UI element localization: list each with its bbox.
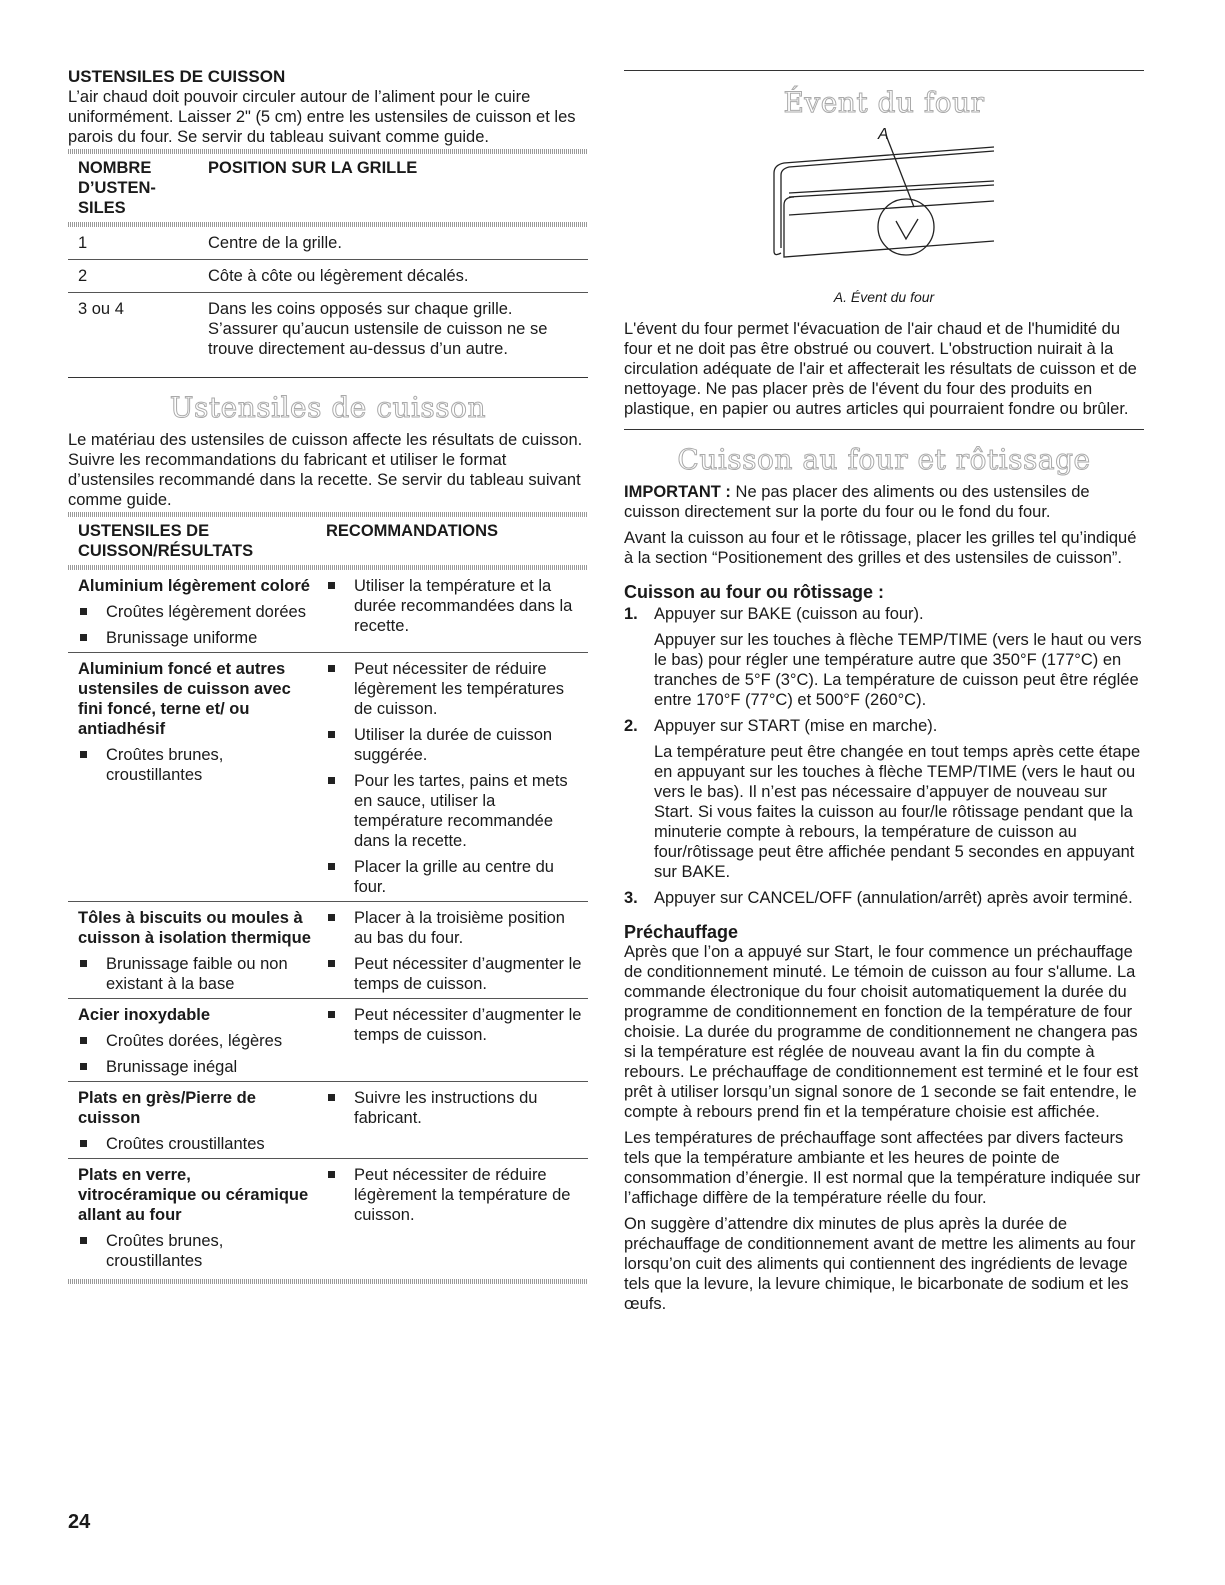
cell-position: Dans les coins opposés sur chaque grille. S’assurer qu’aucun ustensile de cuisson ne se trouve directement au-dessus d’un autre. <box>208 300 548 358</box>
bake-title: Cuisson au four et rôtissage <box>677 443 1091 476</box>
left-column <box>68 66 588 1284</box>
col-header-recommendations: RECOMMANDATIONS <box>326 522 499 540</box>
recommendation-item: Utiliser la température et la durée recommandées dans la recette. <box>326 576 584 636</box>
recommendation-item: Peut nécessiter de réduire légèrement les températures de cuisson. <box>326 659 584 719</box>
callout-label: A <box>878 126 889 143</box>
table-row <box>68 260 588 293</box>
recommendation-item: Suivre les instructions du fabricant. <box>326 1088 584 1128</box>
page-number: 24 <box>68 1511 91 1533</box>
step-number: 3. <box>624 889 638 907</box>
cell-position: Centre de la grille. <box>198 227 588 260</box>
cell-count: 1 <box>68 227 198 260</box>
bakeware-name: Plats en verre, vitrocéramique ou céramique allant au four <box>78 1166 309 1224</box>
oven-vent-diagram <box>624 125 1144 285</box>
col-header-bakeware: USTENSILES DE CUISSON/RÉSULTATS <box>78 522 254 560</box>
bakeware-name: Plats en grès/Pierre de cuisson <box>78 1089 256 1127</box>
result-item: Croûtes brunes, croustillantes <box>78 1231 312 1271</box>
table-row <box>68 570 588 653</box>
preheat-paragraph: Les températures de préchauffage sont affectées par divers facteurs tels que la température ambiante et les heures de pointe de consommation d’énergie. Il est normal que la température indiquée sur l’affichage diffère de la température réelle du four. <box>624 1129 1141 1207</box>
bakeware-name: Aluminium foncé et autres ustensiles de cuisson avec fini foncé, terne et/ ou antiadhésif <box>78 660 291 738</box>
cookware-heading: USTENSILES DE CUISSON <box>68 67 286 86</box>
recommendation-item: Placer la grille au centre du four. <box>326 857 584 897</box>
table-row <box>68 1159 588 1276</box>
result-item: Croûtes croustillantes <box>78 1134 312 1154</box>
col-header-count: NOMBRE D’USTEN-SILES <box>78 159 156 217</box>
bakeware-table <box>68 517 588 1284</box>
col-header-position: POSITION SUR LA GRILLE <box>208 159 418 177</box>
step-detail: Appuyer sur les touches à flèche TEMP/TIME (vers le haut ou vers le bas) pour régler une température autre que 350°F (177°C) en tranches de 5°F (3°C). La température de cuisson peut être réglée entre 170°F (77°C) et 500°F (260°C). <box>654 631 1142 709</box>
important-text: Ne pas placer des aliments ou des ustensiles de cuisson directement sur la porte du four ou le fond du four. <box>624 483 1090 521</box>
table-row <box>68 293 588 378</box>
step-number: 2. <box>624 717 638 735</box>
right-column <box>624 70 1144 1314</box>
recommendation-item: Placer à la troisième position au bas du four. <box>326 908 584 948</box>
preheat-paragraph: Après que l’on a appuyé sur Start, le four commence un préchauffage de conditionnement minuté. Le témoin de cuisson au four s'allume. La commande électronique du four choisit automatiquement la durée du programme de conditionnement en fonction de la température de four choisie. La durée du programme de conditionnement ne changera pas si la température est réglée de nouveau avant la fin du compte à rebours. Le préchauffage de conditionnement est terminé et le four est prêt à utiliser lorsqu’un signal sonore de 1 seconde se fait entendre, le compte à rebours prend fin et la température choisie est affichée. <box>624 943 1139 1121</box>
bakeware-name: Acier inoxydable <box>78 1006 211 1024</box>
step-item <box>624 888 1144 908</box>
result-item: Brunissage faible ou non existant à la base <box>78 954 312 994</box>
cookware-intro: L’air chaud doit pouvoir circuler autour de l’aliment pour le cuire uniformément. Laisser 2" (5 cm) entre les ustensiles de cuisson et les parois du four. Se servir du tableau suivant comme guide. <box>68 88 576 146</box>
step-text: Appuyer sur BAKE (cuisson au four). <box>654 605 924 623</box>
step-item <box>624 604 1144 710</box>
divider <box>68 1279 588 1284</box>
result-item: Croûtes brunes, croustillantes <box>78 745 312 785</box>
preheat-heading: Préchauffage <box>624 922 739 942</box>
recommendation-item: Peut nécessiter d’augmenter le temps de cuisson. <box>326 1005 584 1045</box>
table-row <box>68 1082 588 1159</box>
table-row <box>68 653 588 902</box>
vent-caption: A. Évent du four <box>833 289 935 305</box>
section-rule <box>68 377 588 378</box>
result-item: Croûtes dorées, légères <box>78 1031 312 1051</box>
recommendation-item: Peut nécessiter d’augmenter le temps de cuisson. <box>326 954 584 994</box>
preheat-paragraph: On suggère d’attendre dix minutes de plus après la durée de préchauffage de conditionnement avant de mettre les aliments au four lorsqu’on cuit des aliments qui contiennent des ingrédients de levage tels que la levure, la levure chimique, le bicarbonate de sodium et les œufs. <box>624 1215 1136 1313</box>
step-detail: La température peut être changée en tout temps après cette étape en appuyant sur les touches à flèche TEMP/TIME (vers le haut ou vers le bas). Il n’est pas nécessaire d’appuyer de nouveau sur Start. Si vous faites la cuisson au four/le rôtissage pendant que la minuterie compte à rebours, la température de cuisson au four/rôtissage peut être affichée pendant 5 secondes en appuyant sur BAKE. <box>654 743 1141 881</box>
step-text: Appuyer sur START (mise en marche). <box>654 717 938 735</box>
step-number: 1. <box>624 605 638 623</box>
table-row <box>68 902 588 999</box>
section-rule <box>624 70 1144 71</box>
vent-illustration <box>624 125 1144 285</box>
step-text: Appuyer sur CANCEL/OFF (annulation/arrêt) après avoir terminé. <box>654 889 1133 907</box>
result-item: Brunissage uniforme <box>78 628 312 648</box>
important-note <box>624 482 1144 522</box>
vent-text: L'évent du four permet l'évacuation de l'air chaud et de l'humidité du four et ne doit pas être obstrué ou couvert. L'obstruction nuirait à la circulation adéquate de l'air et affecterait les résultats de cuisson et de nettoyage. Ne pas placer près de l'évent du four des produits en plastique, en papier ou autres articles qui pourraient fondre ou brûler. <box>624 320 1137 418</box>
section-rule <box>624 429 1144 430</box>
step-item <box>624 716 1144 882</box>
before-text: Avant la cuisson au four et le rôtissage, placer les grilles tel qu’indiqué à la section “Positionement des grilles et des ustensiles de cuisson”. <box>624 529 1137 567</box>
result-item: Brunissage inégal <box>78 1057 312 1077</box>
bakeware-intro: Le matériau des ustensiles de cuisson affecte les résultats de cuisson. Suivre les recommandations du fabricant et utiliser le format d’ustensiles recommandé dans la recette. Se servir du tableau suivant comme guide. <box>68 431 583 509</box>
cell-count: 3 ou 4 <box>78 300 124 318</box>
bakeware-name: Aluminium légèrement coloré <box>78 577 310 595</box>
recommendation-item: Pour les tartes, pains et mets en sauce, utiliser la température recommandée dans la recette. <box>326 771 584 851</box>
bakeware-title: Ustensiles de cuisson <box>169 391 487 424</box>
table-row <box>68 999 588 1082</box>
cell-count: 2 <box>68 260 198 293</box>
bakeware-name: Tôles à biscuits ou moules à cuisson à isolation thermique <box>78 909 311 947</box>
rack-position-table <box>68 154 588 377</box>
recommendation-item: Peut nécessiter de réduire légèrement la température de cuisson. <box>326 1165 584 1225</box>
important-label: IMPORTANT : <box>624 483 731 501</box>
cell-position: Côte à côte ou légèrement décalés. <box>198 260 588 293</box>
recommendation-item: Utiliser la durée de cuisson suggérée. <box>326 725 584 765</box>
vent-title: Évent du four <box>783 86 985 119</box>
result-item: Croûtes légèrement dorées <box>78 602 312 622</box>
bake-subheading: Cuisson au four ou rôtissage : <box>624 582 885 602</box>
table-row <box>68 227 588 260</box>
